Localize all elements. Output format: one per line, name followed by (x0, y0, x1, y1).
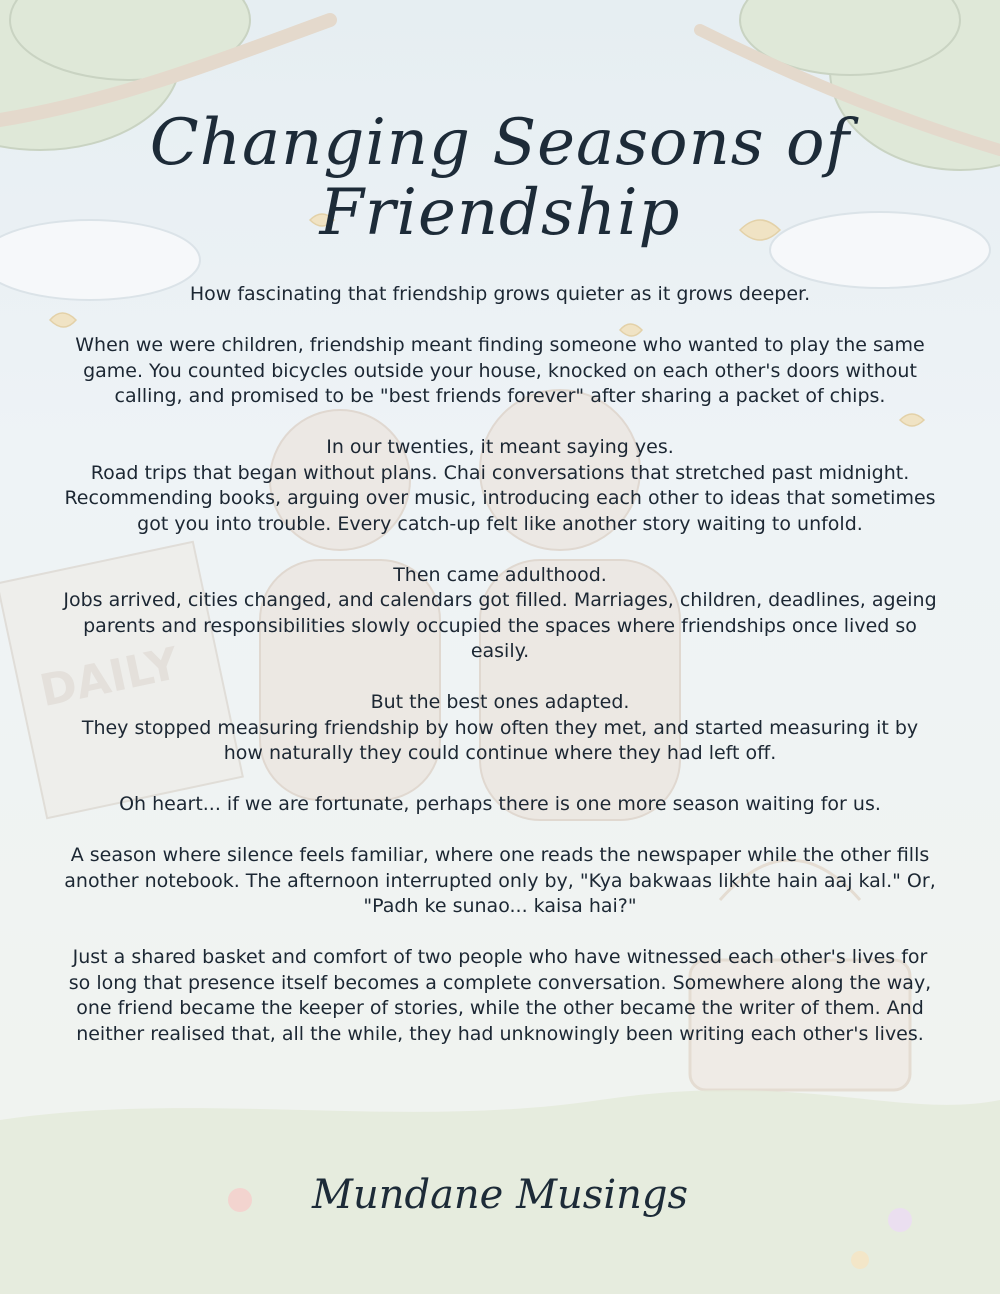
paragraph-line: Just a shared basket and comfort of two people who have witnessed each other's lives for so long that presence itself becomes a complete conversation. Somewhere along the way, one friend became the keeper of stories, while the other became the writer of them. And neither realised that, all the while, they had unknowingly been writing each other's lives. (68, 946, 932, 1045)
paragraph (60, 945, 940, 1047)
paragraph-line: Then came adulthood. (393, 563, 607, 586)
signature: Mundane Musings (311, 1172, 688, 1218)
paragraph-line: Oh heart... if we are fortunate, perhaps there is one more season waiting for us. (119, 793, 881, 815)
paragraph-line: They stopped measuring friendship by how often they met, and started measuring it by how naturally they could continue where they had left off. (81, 716, 919, 764)
paragraph (60, 843, 940, 920)
paragraph (60, 333, 940, 410)
paragraph-line: When we were children, friendship meant finding someone who wanted to play the same game. You counted bicycles outside your house, knocked on each other's doors without calling, and promised to be "best friends forever" after sharing a packet of chips. (75, 334, 925, 407)
paragraph-line: How fascinating that friendship grows quieter as it grows deeper. (189, 283, 811, 305)
paragraph (60, 792, 940, 818)
paragraph (60, 563, 940, 665)
paragraph (60, 282, 940, 308)
paragraph-line: In our twenties, it meant saying yes. (326, 436, 674, 458)
paragraph (60, 690, 940, 767)
essay-body (60, 282, 940, 1073)
paragraph (60, 435, 940, 537)
paragraph-line: A season where silence feels familiar, where one reads the newspaper while the other fills another notebook. The afternoon interrupted only by, "Kya bakwaas likhte hain aaj kal." Or, "Padh ke sunao... kaisa hai?" (64, 844, 936, 917)
paragraph-line: But the best ones adapted. (370, 691, 630, 713)
newspaper-masthead: DAILY (35, 638, 184, 718)
paragraph-line: Road trips that began without plans. Chai conversations that stretched past midnight. Recommending books, arguing over music, introducing each other to ideas that sometimes got you into trouble. Every catch-up felt like another story waiting to unfold. (64, 461, 936, 535)
paragraph-line: Jobs arrived, cities changed, and calendars got filled. Marriages, children, deadlines, ageing parents and responsibilities slowly occupied the spaces where friendships once lived so easily. (63, 589, 937, 662)
page-title: Changing Seasons of Friendship (149, 106, 851, 251)
